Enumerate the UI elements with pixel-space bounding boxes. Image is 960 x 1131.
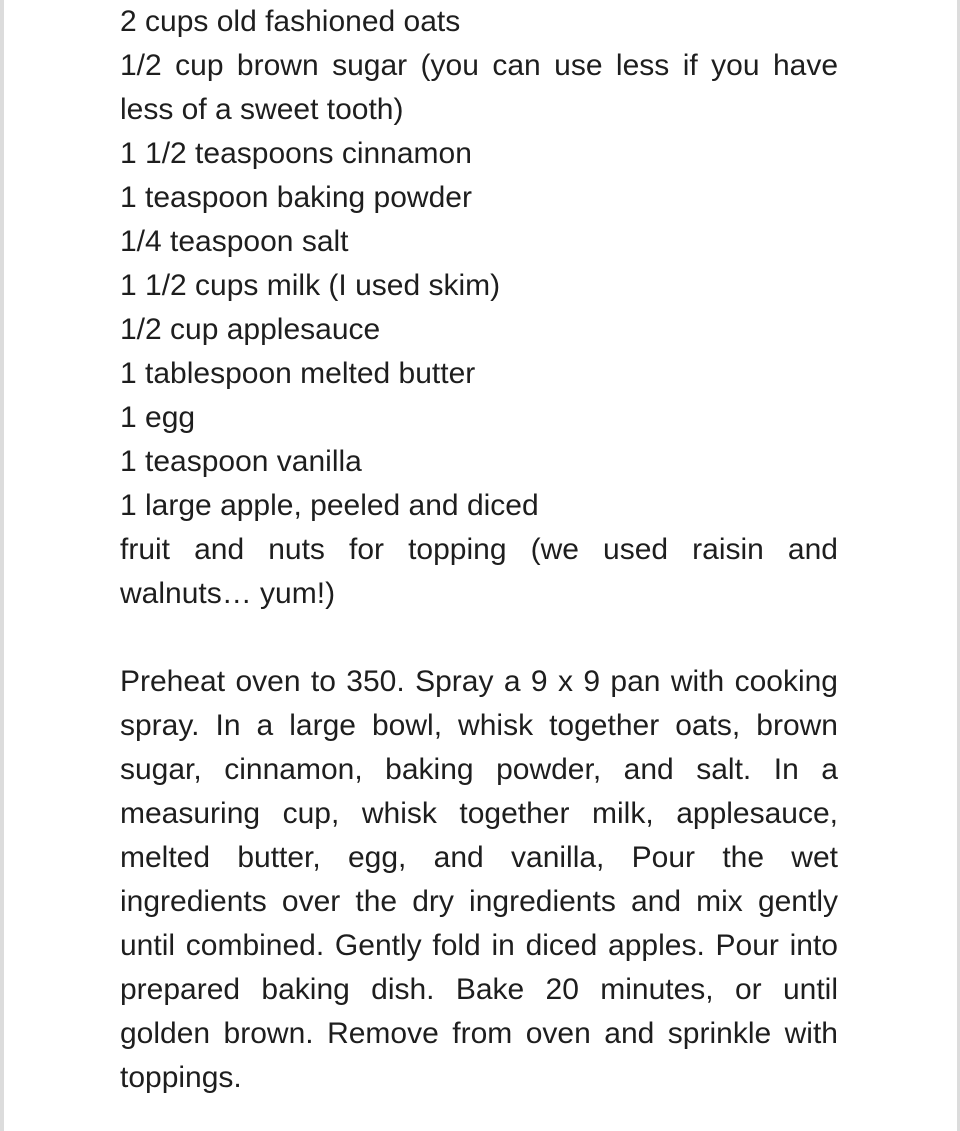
ingredient-apple: 1 large apple, peeled and diced xyxy=(120,489,539,522)
ingredient-baking-powder: 1 teaspoon baking powder xyxy=(120,181,472,214)
ingredient-butter: 1 tablespoon melted butter xyxy=(120,357,476,390)
ingredient-milk: 1 1/2 cups milk (I used skim) xyxy=(120,269,501,302)
instructions-paragraph: Preheat oven to 350. Spray a 9 x 9 pan with cooking spray. In a large bowl, whisk together oats, brown sugar, cinnamon, baking powder, and salt. In a measuring cup, whisk together milk, applesauce, melted butter, egg, and vanilla, Pour the wet ingredients over the dry ingredients and mix gently until combined. Gently fold in diced apples. Pour into prepared baking dish. Bake 20 minutes, or until golden brown. Remove from oven and sprinkle with toppings. xyxy=(120,665,838,1094)
ingredient-oats: 2 cups old fashioned oats xyxy=(120,5,461,38)
ingredient-list xyxy=(120,0,838,616)
ingredient-salt: 1/4 teaspoon salt xyxy=(120,225,349,258)
recipe-content xyxy=(120,0,838,1100)
paragraph-spacer xyxy=(120,616,838,660)
ingredient-egg: 1 egg xyxy=(120,401,196,434)
ingredient-brown-sugar: 1/2 cup brown sugar (you can use less if you have less of a sweet tooth) xyxy=(120,49,838,126)
page-left-edge xyxy=(0,0,4,1131)
ingredient-toppings: fruit and nuts for topping (we used raisin and walnuts… yum!) xyxy=(120,533,838,610)
ingredient-cinnamon: 1 1/2 teaspoons cinnamon xyxy=(120,137,472,170)
ingredient-applesauce: 1/2 cup applesauce xyxy=(120,313,381,346)
ingredient-vanilla: 1 teaspoon vanilla xyxy=(120,445,362,478)
